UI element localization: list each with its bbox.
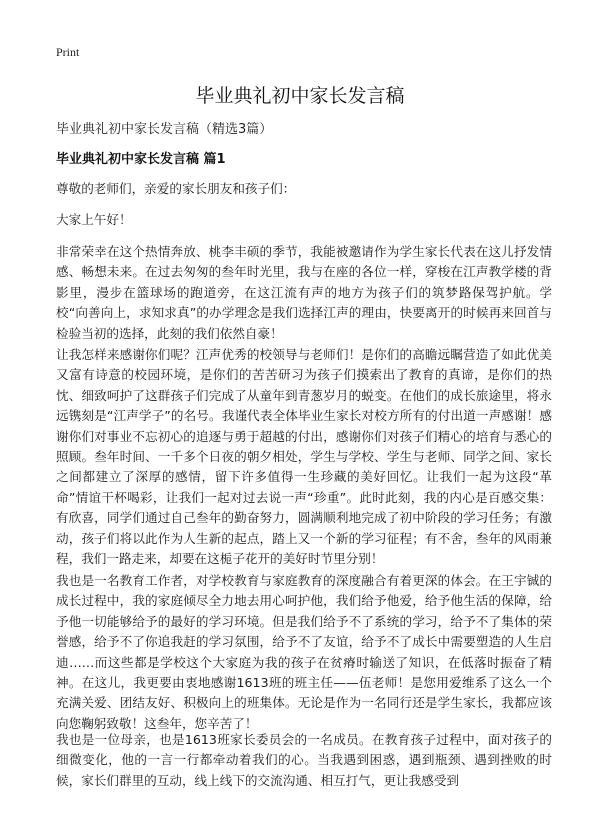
body-paragraph: 我也是一名教育工作者，对学校教育与家庭教育的深度融合有着更深的体会。在王宇铖的成长过程中，我的家庭倾尽全力地去用心呵护他，我们给予他爱，给予他生活的保障，给予他一切能够给予的最好的学习环境。但是我们给予不了系统的学习，给予不了集体的荣誉感，给予不了你追我赶的学习氛围，给予不了友谊，给予不了成长中需要塑造的人生启迪……而这些都是学校这个大家庭为我的孩子在贫瘠时输送了知识，在低落时振奋了精神。在这儿，我更要由衷地感谢1613班的班主任——伍老师！是您用爱维系了这么一个充满关爱、团结友好、积极向上的班集体。无论是作为一名同行还是学生家长，我都应该向您鞠躬致敬！这叁年，您辛苦了！ [56, 573, 552, 731]
print-link[interactable]: Print [56, 45, 80, 59]
section-heading: 毕业典礼初中家长发言稿 篇1 [56, 152, 226, 167]
document-subtitle: 毕业典礼初中家长发言稿（精选3篇） [56, 122, 273, 137]
page-title: 毕业典礼初中家长发言稿 [195, 85, 405, 107]
greeting-paragraph: 尊敬的老师们，亲爱的家长朋友和孩子们： [56, 181, 296, 196]
body-paragraph: 我也是一位母亲，也是1613班家长委员会的一名成员。在教育孩子过程中，面对孩子的细微变化，他的一言一行都牵动着我们的心。当我遇到困惑，遇到瓶颈、遇到挫败的时候，家长们群里的互动，线上线下的交流沟通、相互打气，更让我感受到 [56, 732, 552, 788]
body-paragraph: 非常荣幸在这个热情奔放、桃李丰硕的季节，我能被邀请作为学生家长代表在这儿抒发情感、畅想未来。在过去匆匆的叁年时光里，我与在座的各位一样，穿梭在江声教学楼的背影里，漫步在篮球场的跑道旁，在这江流有声的地方为孩子们的筑梦路保驾护航。学校“向善向上，求知求真”的办学理念是我们选择江声的理由，快要离开的时候再来回首与检验当初的选择，此刻的我们依然自豪！ [56, 244, 552, 341]
salutation-paragraph: 大家上午好！ [56, 212, 132, 227]
body-paragraph: 让我怎样来感谢你们呢？江声优秀的校领导与老师们！是你们的高瞻远瞩营造了如此优美又富有诗意的校园环境，是你们的苦苦研习为孩子们摸索出了教育的真谛，是你们的热忱、细致呵护了这群孩子们完成了从童年到青葱岁月的蜕变。在他们的成长旅途里，将永远镌刻是“江声学子”的名号。我谨代表全体毕业生家长对校方所有的付出道一声感谢！感谢你们对事业不忘初心的追逐与勇于超越的付出，感谢你们对孩子们精心的培育与悉心的照顾。叁年时间、一千多个日夜的朝夕相处，学生与学校、学生与老师、同学之间、家长之间都建立了深厚的感情，留下许多值得一生珍藏的美好回忆。让我们一起为这段“革命”情谊干杯喝彩，让我们一起对过去说一声“珍重”。此时此刻，我的内心是百感交集：有欣喜，同学们通过自己叁年的勤奋努力，圆满顺利地完成了初中阶段的学习任务；有激动，孩子们将以此作为人生新的起点，踏上又一个新的学习征程；有不舍，叁年的风雨兼程，我们一路走来，却要在这栀子花开的美好时节里分别！ [56, 347, 552, 567]
